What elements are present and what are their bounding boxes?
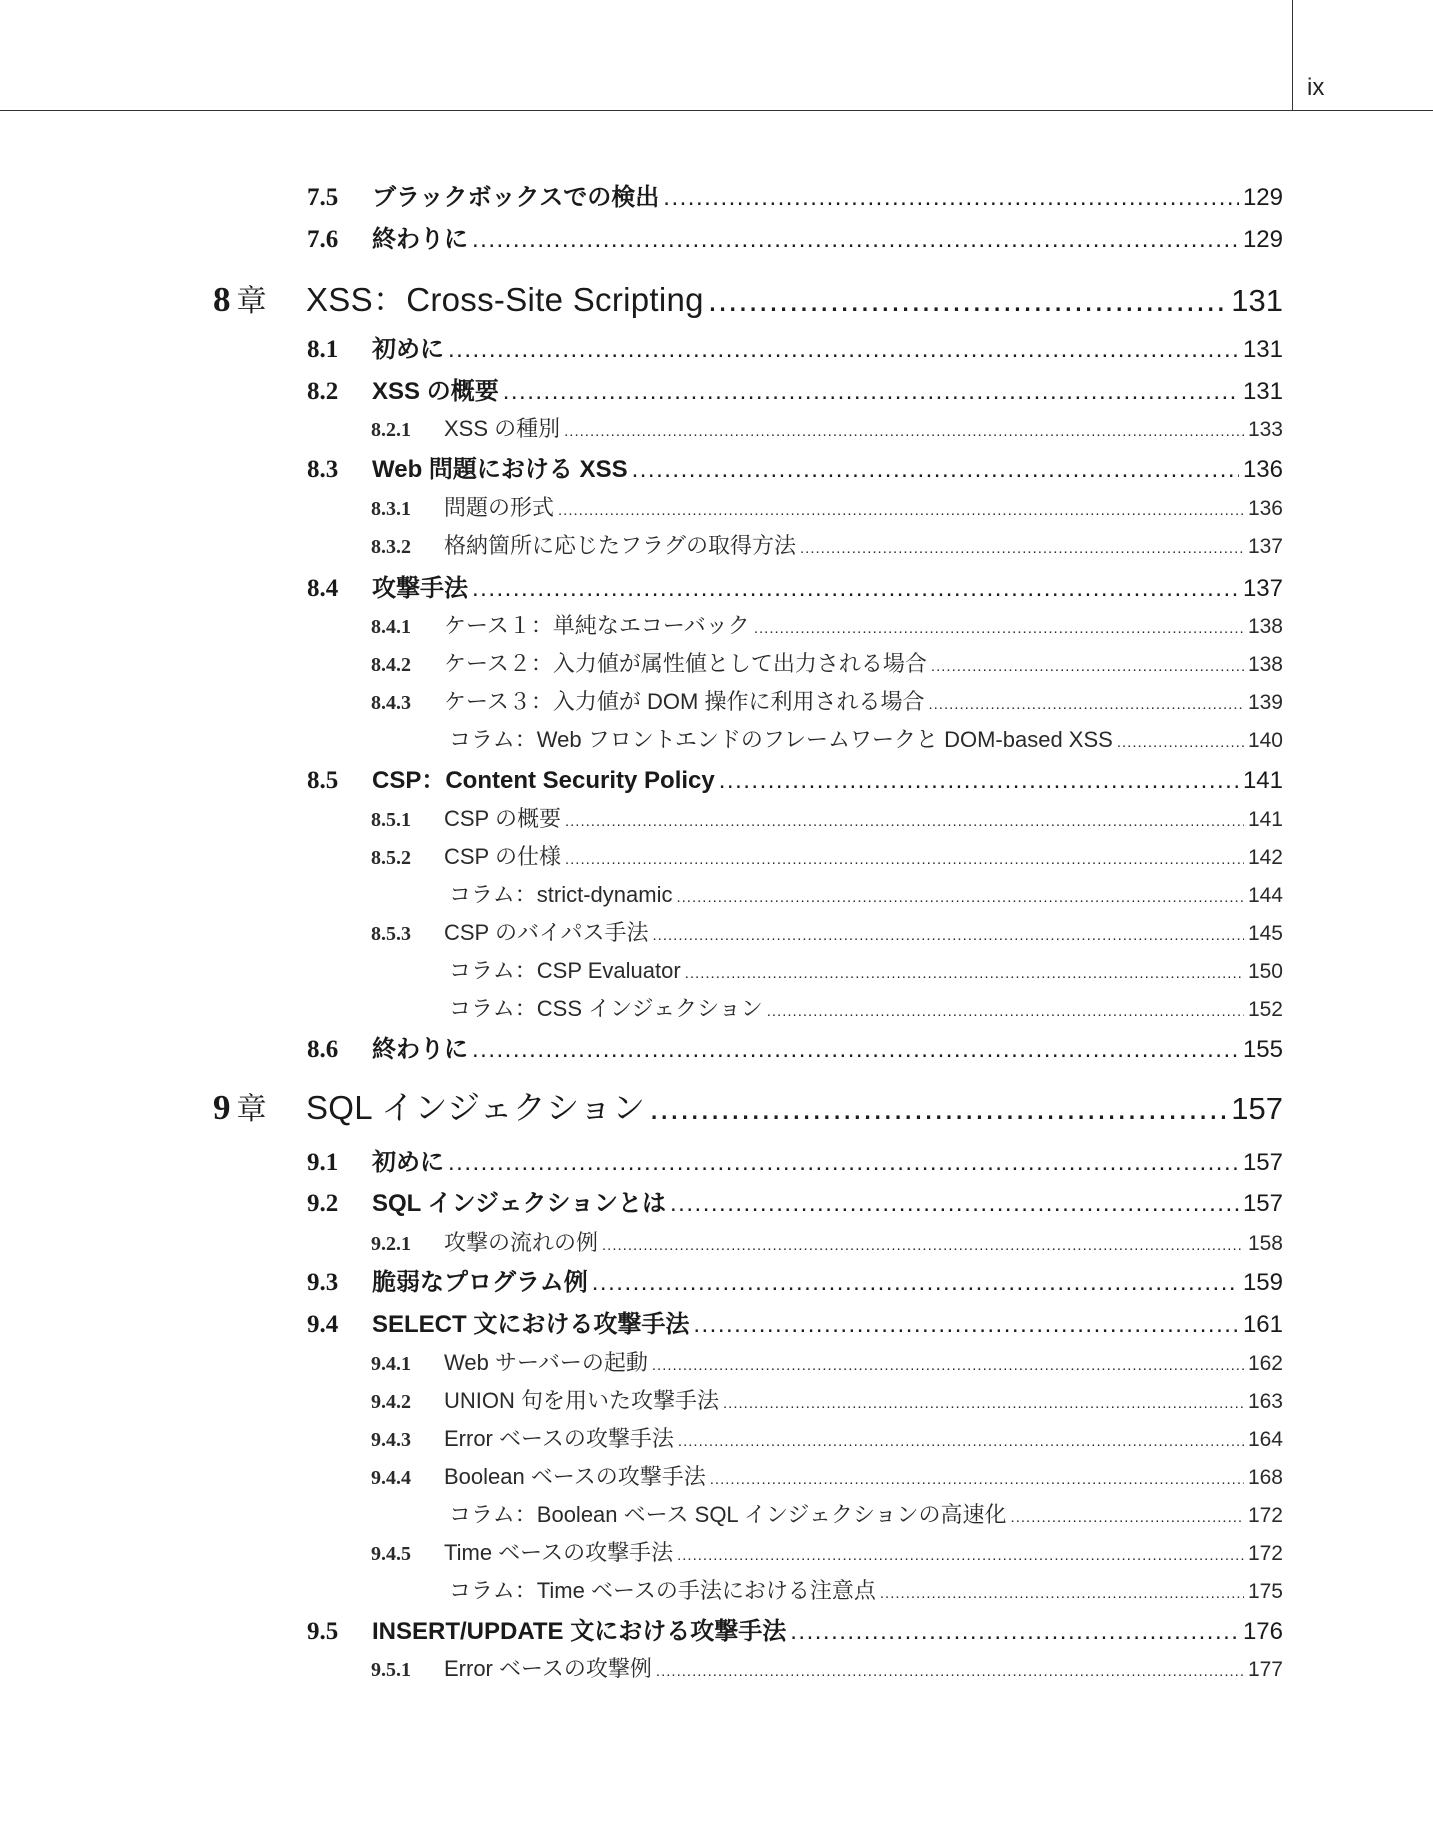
toc-entry-title: INSERT/UPDATE 文における攻撃手法 [372, 1618, 787, 1645]
dot-leader [685, 960, 1244, 988]
toc-entry [371, 1425, 1283, 1456]
toc-entry-number: 8.3 [307, 456, 339, 483]
toc-entry-title: コラム：Time ベースの手法における注意点 [449, 1578, 876, 1603]
toc-entry-title: CSP のバイパス手法 [444, 920, 649, 945]
toc-entry-page: 136 [1247, 497, 1283, 520]
toc-entry-page: 139 [1247, 691, 1283, 714]
dot-leader [448, 335, 1239, 365]
toc-entry-title: Time ベースの攻撃手法 [444, 1540, 674, 1565]
toc-entry-title: ブラックボックスでの検出 [372, 184, 660, 211]
dot-leader [472, 225, 1239, 255]
toc-entry-page: 142 [1247, 846, 1283, 869]
toc-entry-title: ケース１：単純なエコーバック [444, 613, 750, 638]
toc-entry-page: 161 [1242, 1311, 1283, 1338]
toc-entry [371, 1349, 1283, 1380]
toc-entry-page: 152 [1247, 998, 1283, 1021]
dot-leader [880, 1580, 1244, 1608]
toc-entry-page: 137 [1247, 535, 1283, 558]
toc-entry [371, 1539, 1283, 1570]
toc-entry-page: 129 [1242, 184, 1283, 211]
toc-entry [371, 805, 1283, 836]
toc-entry [307, 455, 1283, 485]
toc-entry-number: 8.4.1 [371, 616, 411, 638]
toc-entry-number: 7.6 [307, 226, 339, 253]
toc-entry [307, 574, 1283, 604]
toc-entry-number: 9.4.4 [371, 1467, 411, 1489]
dot-leader [448, 1148, 1239, 1178]
toc-entry-number: 8.4.3 [371, 692, 411, 714]
toc-entry [449, 995, 1283, 1026]
toc-entry-page: 141 [1242, 767, 1283, 794]
toc-entry [449, 726, 1283, 757]
toc-entry-title: コラム：strict-dynamic [449, 882, 673, 907]
toc-entry-number: 9.3 [307, 1269, 339, 1296]
toc-entry [371, 1463, 1283, 1494]
toc-entry-title: 問題の形式 [444, 495, 555, 520]
toc-entry-page: 157 [1242, 1149, 1283, 1176]
toc-entry-number: 8.2 [307, 378, 339, 405]
toc-entry-number: 9.4.2 [371, 1391, 411, 1413]
toc-entry-number: 9.4.1 [371, 1353, 411, 1375]
chapter-number: 8 [213, 280, 231, 319]
toc-entry [449, 1501, 1283, 1532]
dot-leader [649, 1088, 1227, 1128]
toc-entry-page: 172 [1247, 1504, 1283, 1527]
chapter-number: 9 [213, 1088, 231, 1127]
toc-entry-page: 162 [1247, 1352, 1283, 1375]
toc-entry-number: 8.4 [307, 575, 339, 602]
toc-entry-title: CSP の仕様 [444, 844, 561, 869]
dot-leader [693, 1310, 1239, 1340]
dot-leader [800, 535, 1244, 563]
toc-entry-page: 131 [1242, 378, 1283, 405]
toc-entry [307, 1148, 1283, 1178]
toc-entry-number: 8.5.2 [371, 847, 411, 869]
toc-entry-page: 159 [1242, 1269, 1283, 1296]
dot-leader [632, 455, 1239, 485]
toc-entry-title: ケース３：入力値が DOM 操作に利用される場合 [444, 689, 925, 714]
toc-entry [371, 1655, 1283, 1686]
toc-entry-page: 137 [1242, 575, 1283, 602]
toc-entry-number: 9.5 [307, 1618, 339, 1645]
toc-entry-title: 攻撃の流れの例 [444, 1230, 599, 1255]
toc-entry [371, 532, 1283, 563]
toc-entry-title: 攻撃手法 [372, 575, 468, 602]
toc-entry-number: 8.5 [307, 767, 339, 794]
toc-entry-title: Web サーバーの起動 [444, 1350, 648, 1375]
toc-entry-number: 8.1 [307, 336, 339, 363]
toc-entry-page: 172 [1247, 1542, 1283, 1565]
dot-leader [565, 846, 1244, 874]
toc-entry-number: 9.4 [307, 1311, 339, 1338]
toc-entry-title: Boolean ベースの攻撃手法 [444, 1464, 706, 1489]
dot-leader [790, 1617, 1239, 1647]
toc-entry [371, 650, 1283, 681]
dot-leader [677, 1542, 1244, 1570]
toc-entry-title: Error ベースの攻撃例 [444, 1656, 652, 1681]
chapter-label: 章 [236, 284, 267, 319]
header-rule [0, 110, 1433, 111]
dot-leader [676, 884, 1243, 912]
toc-entry-number: 8.5.3 [371, 923, 411, 945]
toc-entry [371, 843, 1283, 874]
toc-entry [371, 919, 1283, 950]
toc-entry-title: ケース２：入力値が属性値として出力される場合 [444, 651, 927, 676]
toc-entry [307, 1310, 1283, 1340]
toc-entry [371, 494, 1283, 525]
toc-entry-title: コラム：CSP Evaluator [449, 958, 681, 983]
toc-entry [371, 612, 1283, 643]
dot-leader [472, 1035, 1239, 1065]
toc-entry-title: コラム：CSS インジェクション [449, 996, 763, 1021]
dot-leader [1117, 729, 1244, 757]
toc-entry-page: 177 [1247, 1658, 1283, 1681]
dot-leader [754, 615, 1244, 643]
toc-entry-page: 141 [1247, 808, 1283, 831]
toc-entry-title: Error ベースの攻撃手法 [444, 1426, 674, 1451]
toc-entry [371, 415, 1283, 446]
toc-entry-title: SQL インジェクション [306, 1089, 646, 1126]
toc-entry-title: 終わりに [372, 226, 468, 253]
toc-entry [213, 1088, 1283, 1130]
dot-leader [663, 183, 1239, 213]
toc-entry-title: Web 問題における XSS [372, 456, 628, 483]
toc-entry-number: 8.3.1 [371, 498, 411, 520]
toc-entry-title: 格納箇所に応じたフラグの取得方法 [444, 533, 797, 558]
dot-leader [503, 377, 1239, 407]
dot-leader [719, 766, 1239, 796]
toc-entry-title: 脆弱なプログラム例 [372, 1269, 588, 1296]
toc-entry-page: 157 [1242, 1190, 1283, 1217]
toc-entry-title: CSP の概要 [444, 806, 561, 831]
dot-leader [602, 1232, 1244, 1260]
toc-entry [213, 280, 1283, 322]
dot-leader [564, 418, 1244, 446]
dot-leader [931, 653, 1244, 681]
toc-entry [449, 957, 1283, 988]
dot-leader [723, 1390, 1244, 1418]
toc-entry-number: 9.4.3 [371, 1429, 411, 1451]
toc-entry-page: 133 [1247, 418, 1283, 441]
dot-leader [670, 1189, 1239, 1219]
toc-entry-page: 175 [1247, 1580, 1283, 1603]
toc-entry-title: XSS の種別 [444, 416, 561, 441]
dot-leader [652, 1352, 1244, 1380]
toc-entry-title: CSP：Content Security Policy [372, 767, 715, 794]
toc-entry-title: SELECT 文における攻撃手法 [372, 1311, 690, 1338]
toc-entry-title: 初めに [372, 336, 444, 363]
header-vertical-rule [1292, 0, 1293, 110]
toc-entry-page: 168 [1247, 1466, 1283, 1489]
dot-leader [653, 922, 1244, 950]
dot-leader [472, 574, 1239, 604]
dot-leader [767, 998, 1244, 1026]
toc-entry [449, 881, 1283, 912]
toc-entry-page: 163 [1247, 1390, 1283, 1413]
toc-entry [307, 183, 1283, 213]
dot-leader [656, 1658, 1244, 1686]
dot-leader [565, 808, 1244, 836]
dot-leader [928, 691, 1244, 719]
toc-entry [371, 1387, 1283, 1418]
toc-entry-page: 136 [1242, 456, 1283, 483]
toc-entry [307, 1617, 1283, 1647]
toc-entry-page: 140 [1247, 729, 1283, 752]
toc-entry [307, 1268, 1283, 1298]
toc-entry-title: コラム：Web フロントエンドのフレームワークと DOM-based XSS [449, 727, 1113, 752]
toc-entry [371, 688, 1283, 719]
toc-entry [371, 1229, 1283, 1260]
dot-leader [1011, 1504, 1244, 1532]
toc-entry-page: 138 [1247, 653, 1283, 676]
toc-entry-number: 9.1 [307, 1149, 339, 1176]
toc-entry-page: 131 [1231, 283, 1283, 318]
toc-entry-number [213, 280, 306, 322]
toc-entry-page: 129 [1242, 226, 1283, 253]
dot-leader [710, 1466, 1244, 1494]
toc-entry-title: コラム：Boolean ベース SQL インジェクションの高速化 [449, 1502, 1007, 1527]
toc-entry-title: 初めに [372, 1149, 444, 1176]
toc-entry-page: 138 [1247, 615, 1283, 638]
toc-entry-page: 155 [1242, 1036, 1283, 1063]
toc-entry-number: 8.2.1 [371, 419, 411, 441]
dot-leader [558, 497, 1244, 525]
chapter-label: 章 [236, 1092, 267, 1127]
toc-entry-page: 164 [1247, 1428, 1283, 1451]
toc-entry-page: 150 [1247, 960, 1283, 983]
dot-leader [592, 1268, 1239, 1298]
toc-entry-number: 8.5.1 [371, 809, 411, 831]
toc-entry-number [213, 1088, 306, 1130]
page-number: ix [1307, 74, 1325, 101]
toc-entry-number: 9.2.1 [371, 1233, 411, 1255]
toc-entry-number: 9.5.1 [371, 1659, 411, 1681]
toc-entry-page: 145 [1247, 922, 1283, 945]
toc-entry-page: 158 [1247, 1232, 1283, 1255]
toc-entry [307, 1035, 1283, 1065]
dot-leader [708, 280, 1227, 320]
toc-entry-number: 8.3.2 [371, 536, 411, 558]
toc-entry [307, 1189, 1283, 1219]
toc-entry-title: XSS：Cross-Site Scripting [306, 281, 704, 318]
toc-entry [307, 766, 1283, 796]
toc-entry-page: 144 [1247, 884, 1283, 907]
toc-entry-number: 8.4.2 [371, 654, 411, 676]
toc-entry-page: 157 [1231, 1091, 1283, 1126]
toc-entry-title: 終わりに [372, 1036, 468, 1063]
toc-entry-page: 131 [1242, 336, 1283, 363]
toc-entry [449, 1577, 1283, 1608]
toc-entry [307, 377, 1283, 407]
toc-entry-number: 9.4.5 [371, 1543, 411, 1565]
toc-entry-number: 9.2 [307, 1190, 339, 1217]
toc-entry-title: SQL インジェクションとは [372, 1190, 667, 1217]
toc-entry-title: XSS の概要 [372, 378, 499, 405]
dot-leader [678, 1428, 1244, 1456]
toc-entry-number: 7.5 [307, 184, 339, 211]
toc-entry-number: 8.6 [307, 1036, 339, 1063]
toc-entry [307, 225, 1283, 255]
toc-entry-page: 176 [1242, 1618, 1283, 1645]
toc-entry-title: UNION 句を用いた攻撃手法 [444, 1388, 720, 1413]
toc-entry [307, 335, 1283, 365]
